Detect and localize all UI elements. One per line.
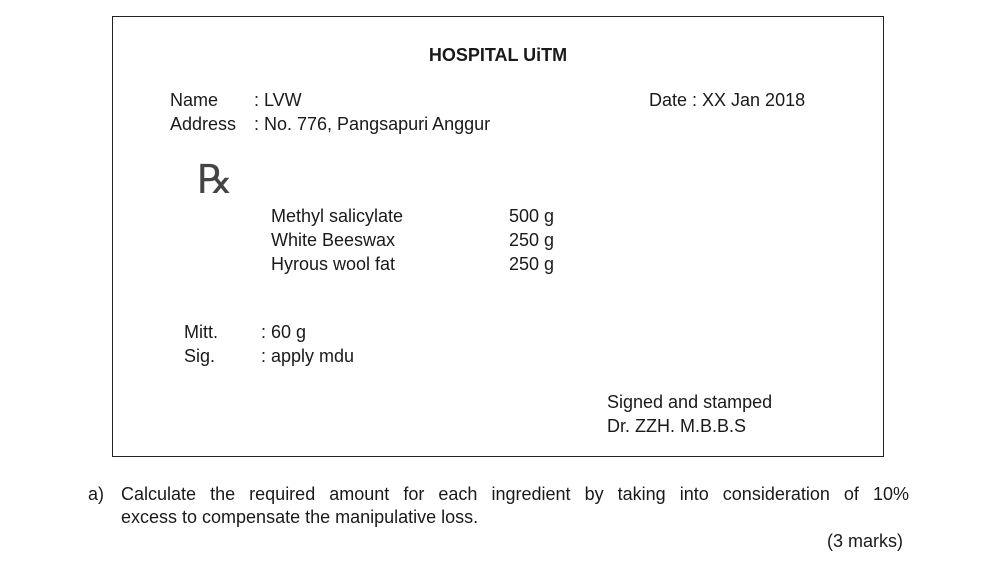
- address-label: Address: [170, 114, 237, 134]
- ingredient-name: White Beeswax: [271, 230, 396, 250]
- rx-symbol-icon: ℞: [197, 157, 233, 203]
- sig-value: : apply mdu: [261, 346, 355, 366]
- mitt-label: Mitt.: [184, 322, 218, 342]
- ingredient-name: Hyrous wool fat: [271, 254, 396, 274]
- name-value: : LVW: [254, 90, 302, 110]
- question-text-line1: Calculate the required amount for each ingredient by taking into consideration of 10%: [121, 484, 909, 504]
- question-text-line2: excess to compensate the manipulative loss.: [121, 507, 479, 527]
- prescription-date: Date : XX Jan 2018: [649, 90, 806, 110]
- hospital-title: HOSPITAL UiTM: [428, 45, 568, 65]
- sig-label: Sig.: [184, 346, 216, 366]
- question-marks: (3 marks): [827, 531, 903, 551]
- signature-line: Signed and stamped: [607, 392, 773, 412]
- ingredient-amount: 250 g: [509, 230, 555, 250]
- doctor-name: Dr. ZZH. M.B.B.S: [607, 416, 747, 436]
- ingredient-name: Methyl salicylate: [271, 206, 404, 226]
- name-label: Name: [170, 90, 219, 110]
- question-label: a): [88, 484, 105, 504]
- ingredient-amount: 500 g: [509, 206, 555, 226]
- ingredient-amount: 250 g: [509, 254, 555, 274]
- address-value: : No. 776, Pangsapuri Anggur: [254, 114, 491, 134]
- mitt-value: : 60 g: [261, 322, 307, 342]
- prescription-box: [112, 16, 884, 457]
